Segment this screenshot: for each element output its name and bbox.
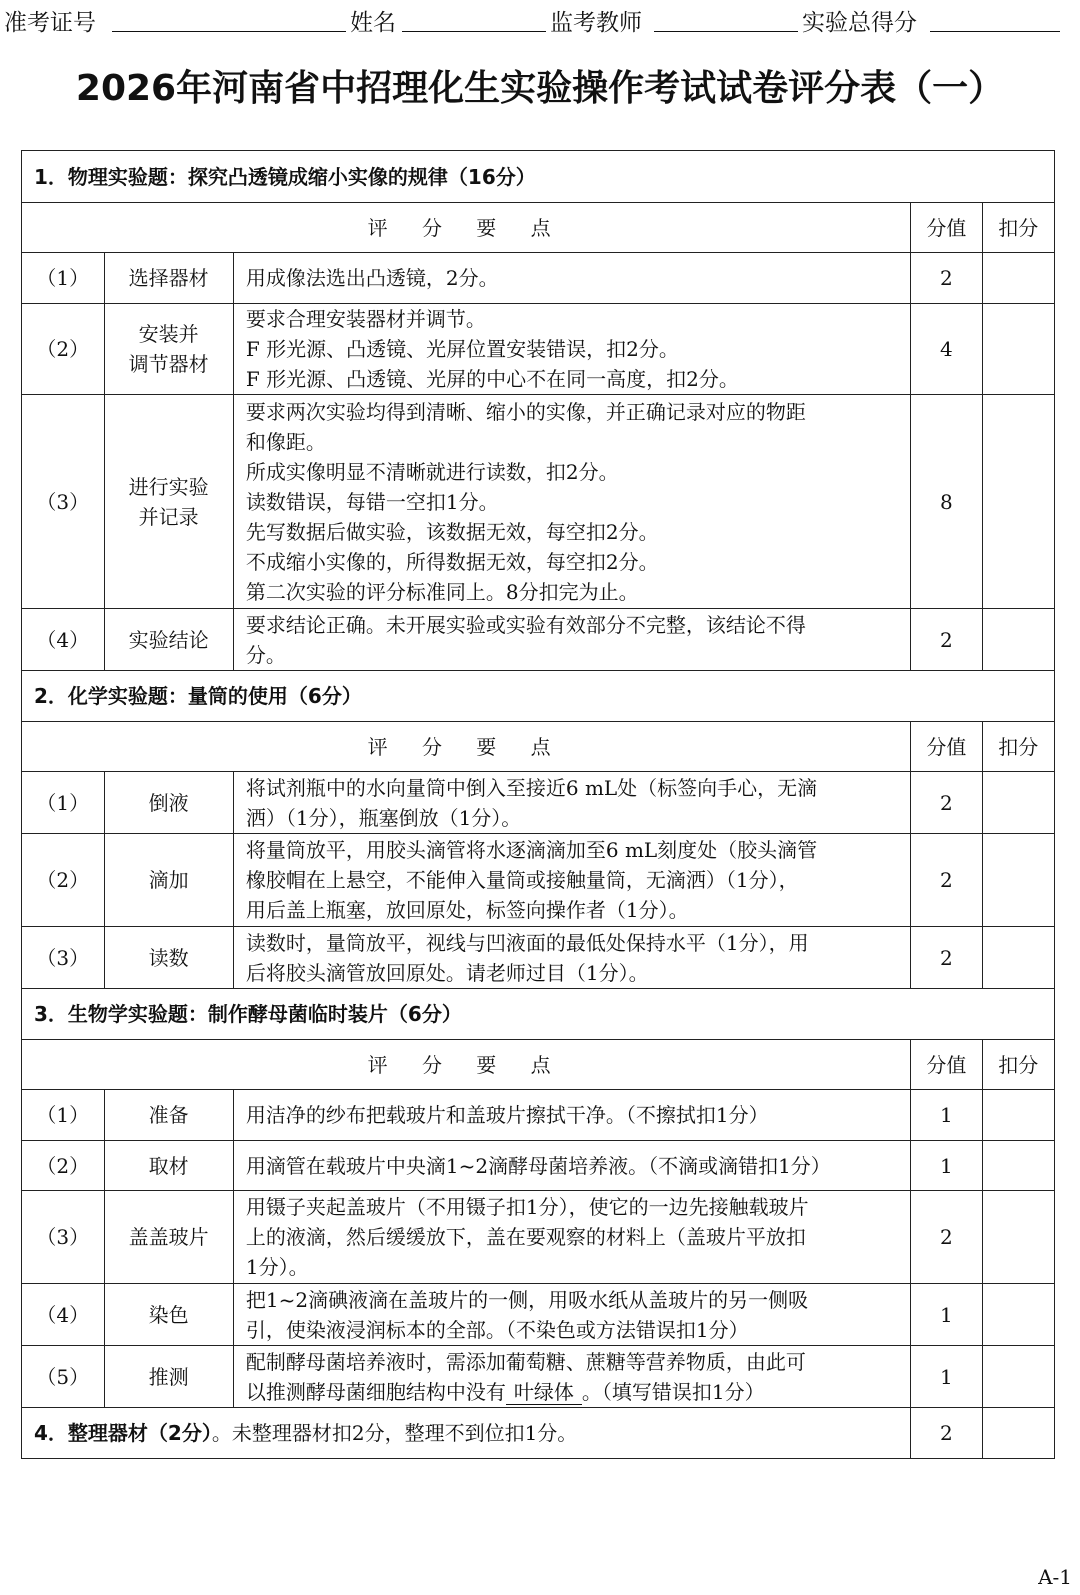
deduct-cell[interactable] — [982, 1090, 1054, 1141]
criteria-line: 先写数据后做实验，该数据无效，每空扣2分。 — [245, 519, 659, 544]
criteria-line: 用成像法选出凸透镜，2分。 — [245, 266, 499, 290]
score-value: 2 — [911, 1408, 982, 1459]
scoring-criteria — [233, 304, 910, 395]
table-row — [22, 1284, 1055, 1346]
points-header — [22, 203, 911, 253]
item-name: 倒液 — [104, 772, 233, 834]
item-number: （3） — [22, 1191, 105, 1284]
cleanup-row — [22, 1408, 1055, 1459]
score-header: 分值 — [911, 1040, 982, 1090]
teacher-label: 监考教师 — [550, 10, 642, 36]
item-name: 染色 — [104, 1284, 233, 1346]
table-row — [22, 609, 1055, 671]
exam-id-label: 准考证号 — [4, 10, 96, 36]
points-header-label: 评 分 要 点 — [367, 215, 565, 240]
deduct-header: 扣分 — [982, 203, 1054, 253]
cleanup-title-bold: 4．整理器材（2分） — [34, 1421, 212, 1445]
item-name-line: 并记录 — [138, 504, 199, 529]
table-row — [22, 1141, 1055, 1191]
item-name: 盖盖玻片 — [104, 1191, 233, 1284]
score-value: 1 — [911, 1141, 982, 1191]
item-name: 推测 — [104, 1346, 233, 1408]
item-number: （5） — [22, 1346, 105, 1408]
table-row — [22, 395, 1055, 609]
criteria-line: 要求合理安装器材并调节。 — [245, 307, 486, 331]
item-number: （4） — [22, 1284, 105, 1346]
score-header: 分值 — [911, 203, 982, 253]
points-header — [22, 722, 911, 772]
chemistry-header-row — [22, 722, 1055, 772]
scoring-criteria — [233, 834, 910, 927]
total-score-label: 实验总得分 — [802, 10, 917, 36]
deduct-cell[interactable] — [982, 1141, 1054, 1191]
item-number: （2） — [22, 304, 105, 395]
scoring-criteria — [233, 772, 910, 834]
score-value: 8 — [911, 395, 982, 609]
criteria-line: 上的液滴，然后缓缓放下，盖在要观察的材料上（盖玻片平放扣 — [245, 1225, 806, 1249]
item-number: （3） — [22, 927, 105, 989]
criteria-line: 要求两次实验均得到清晰、缩小的实像，并正确记录对应的物距 — [245, 399, 806, 424]
criteria-line: 和像距。 — [245, 429, 326, 454]
total-score-blank[interactable] — [930, 31, 1060, 32]
deduct-header: 扣分 — [982, 1040, 1054, 1090]
criteria-line: 用滴管在载玻片中央滴1~2滴酵母菌培养液。（不滴或滴错扣1分） — [245, 1153, 831, 1178]
score-value: 1 — [911, 1346, 982, 1408]
deduct-cell[interactable] — [982, 395, 1054, 609]
item-number: （4） — [22, 609, 105, 671]
criteria-line: 后将胶头滴管放回原处。请老师过目（1分）。 — [245, 960, 649, 985]
biology-title-row — [22, 989, 1055, 1040]
item-name: 滴加 — [104, 834, 233, 927]
item-name — [104, 304, 233, 395]
physics-title-row — [22, 151, 1055, 203]
deduct-cell[interactable] — [982, 1284, 1054, 1346]
item-name: 选择器材 — [104, 253, 233, 304]
scoring-criteria — [233, 1191, 910, 1284]
deduct-cell[interactable] — [982, 927, 1054, 989]
criteria-line: 洒）（1分），瓶塞倒放（1分）。 — [245, 805, 522, 830]
deduct-cell[interactable] — [982, 1191, 1054, 1284]
biology-header-row — [22, 1040, 1055, 1090]
score-value: 4 — [911, 304, 982, 395]
item-name: 准备 — [104, 1090, 233, 1141]
criteria-line: 读数错误，每错一空扣1分。 — [245, 489, 499, 514]
biology-title: 3．生物学实验题：制作酵母菌临时装片（6分） — [22, 989, 1055, 1040]
item-number: （2） — [22, 1141, 105, 1191]
item-name-line: 进行实验 — [128, 474, 209, 499]
scoring-criteria — [233, 1141, 910, 1191]
scoring-criteria — [233, 1346, 910, 1408]
deduct-cell[interactable] — [982, 1346, 1054, 1408]
deduct-cell[interactable] — [982, 304, 1054, 395]
score-header: 分值 — [911, 722, 982, 772]
name-label: 姓名 — [350, 10, 396, 36]
chemistry-title-row — [22, 671, 1055, 722]
table-row — [22, 304, 1055, 395]
criteria-line: 用洁净的纱布把载玻片和盖玻片擦拭干净。（不擦拭扣1分） — [245, 1103, 769, 1127]
table-row — [22, 1346, 1055, 1408]
points-header — [22, 1040, 911, 1090]
exam-id-blank[interactable] — [112, 31, 346, 32]
table-row — [22, 1191, 1055, 1284]
table-row — [22, 1090, 1055, 1141]
scoring-criteria — [233, 395, 910, 609]
teacher-blank[interactable] — [654, 31, 798, 32]
item-name: 读数 — [104, 927, 233, 989]
name-blank[interactable] — [402, 31, 546, 32]
page-number: A-1 — [1038, 1565, 1072, 1589]
criteria-line: 用镊子夹起盖玻片（不用镊子扣1分），使它的一边先接触载玻片 — [245, 1195, 809, 1219]
score-value: 2 — [911, 1191, 982, 1284]
criteria-line: 把1~2滴碘液滴在盖玻片的一侧，用吸水纸从盖玻片的另一侧吸 — [245, 1287, 809, 1312]
table-row — [22, 834, 1055, 927]
answer-blank: 叶绿体 — [506, 1380, 582, 1405]
criteria-line: 用后盖上瓶塞，放回原处，标签向操作者（1分）。 — [245, 898, 689, 922]
item-number: （1） — [22, 772, 105, 834]
table-row — [22, 253, 1055, 304]
chemistry-title: 2．化学实验题：量筒的使用（6分） — [22, 671, 1055, 722]
scoring-criteria — [233, 927, 910, 989]
criteria-line — [246, 1377, 900, 1407]
criteria-prefix: 以推测酵母菌细胞结构中没有 — [245, 1379, 506, 1404]
item-number: （1） — [22, 1090, 105, 1141]
scoring-criteria — [233, 1090, 910, 1141]
criteria-line: 不成缩小实像的，所得数据无效，每空扣2分。 — [245, 549, 659, 574]
table-row — [22, 927, 1055, 989]
score-value: 2 — [911, 609, 982, 671]
criteria-line: 第二次实验的评分标准同上。8分扣完为止。 — [245, 579, 639, 604]
table-row — [22, 772, 1055, 834]
deduct-cell[interactable] — [982, 1408, 1054, 1459]
points-header-label: 评 分 要 点 — [367, 1052, 565, 1077]
criteria-line: F 形光源、凸透镜、光屏的中心不在同一高度，扣2分。 — [245, 367, 739, 391]
scoring-criteria — [233, 609, 910, 671]
scoring-criteria — [233, 253, 910, 304]
cleanup-criteria: 。未整理器材扣2分，整理不到位扣1分。 — [211, 1421, 578, 1445]
criteria-line: 要求结论正确。未开展实验或实验有效部分不完整，该结论不得 — [245, 612, 806, 637]
score-value: 2 — [911, 834, 982, 927]
item-number: （3） — [22, 395, 105, 609]
score-value: 2 — [911, 927, 982, 989]
criteria-line: 引，使染液浸润标本的全部。（不染色或方法错误扣1分） — [245, 1317, 749, 1342]
scoring-table — [21, 150, 1055, 1459]
criteria-line: 1分）。 — [245, 1255, 309, 1279]
deduct-cell[interactable] — [982, 609, 1054, 671]
header-fields — [0, 0, 1080, 40]
deduct-cell[interactable] — [982, 834, 1054, 927]
score-value: 2 — [911, 253, 982, 304]
physics-header-row — [22, 203, 1055, 253]
criteria-line: 将量筒放平，用胶头滴管将水逐滴滴加至6 mL刻度处（胶头滴管 — [245, 838, 818, 862]
score-value: 1 — [911, 1090, 982, 1141]
deduct-header: 扣分 — [982, 722, 1054, 772]
criteria-line: 分。 — [245, 642, 286, 667]
item-name: 取材 — [104, 1141, 233, 1191]
criteria-suffix: 。（填写错误扣1分） — [581, 1379, 765, 1404]
criteria-line: 配制酵母菌培养液时，需添加葡萄糖、蔗糖等营养物质，由此可 — [245, 1349, 806, 1374]
physics-title: 1．物理实验题：探究凸透镜成缩小实像的规律（16分） — [22, 151, 1055, 203]
item-name: 实验结论 — [104, 609, 233, 671]
criteria-line: 所成实像明显不清晰就进行读数，扣2分。 — [245, 459, 619, 484]
item-name-line: 安装并 — [138, 322, 199, 346]
item-number: （1） — [22, 253, 105, 304]
item-name — [104, 395, 233, 609]
deduct-cell[interactable] — [982, 772, 1054, 834]
criteria-line: 将试剂瓶中的水向量筒中倒入至接近6 mL处（标签向手心，无滴 — [245, 775, 818, 800]
scoring-criteria — [233, 1284, 910, 1346]
page-title: 2026年河南省中招理化生实验操作考试试卷评分表（一） — [75, 68, 1005, 109]
points-header-label: 评 分 要 点 — [367, 734, 565, 759]
criteria-line: 橡胶帽在上悬空，不能伸入量筒或接触量筒，无滴洒）（1分）， — [245, 868, 799, 892]
score-value: 2 — [911, 772, 982, 834]
cleanup-title — [22, 1408, 911, 1459]
item-name-line: 调节器材 — [128, 352, 209, 376]
score-value: 1 — [911, 1284, 982, 1346]
criteria-line: F 形光源、凸透镜、光屏位置安装错误，扣2分。 — [245, 337, 679, 361]
criteria-line: 读数时，量筒放平，视线与凹液面的最低处保持水平（1分），用 — [245, 930, 809, 955]
item-number: （2） — [22, 834, 105, 927]
deduct-cell[interactable] — [982, 253, 1054, 304]
